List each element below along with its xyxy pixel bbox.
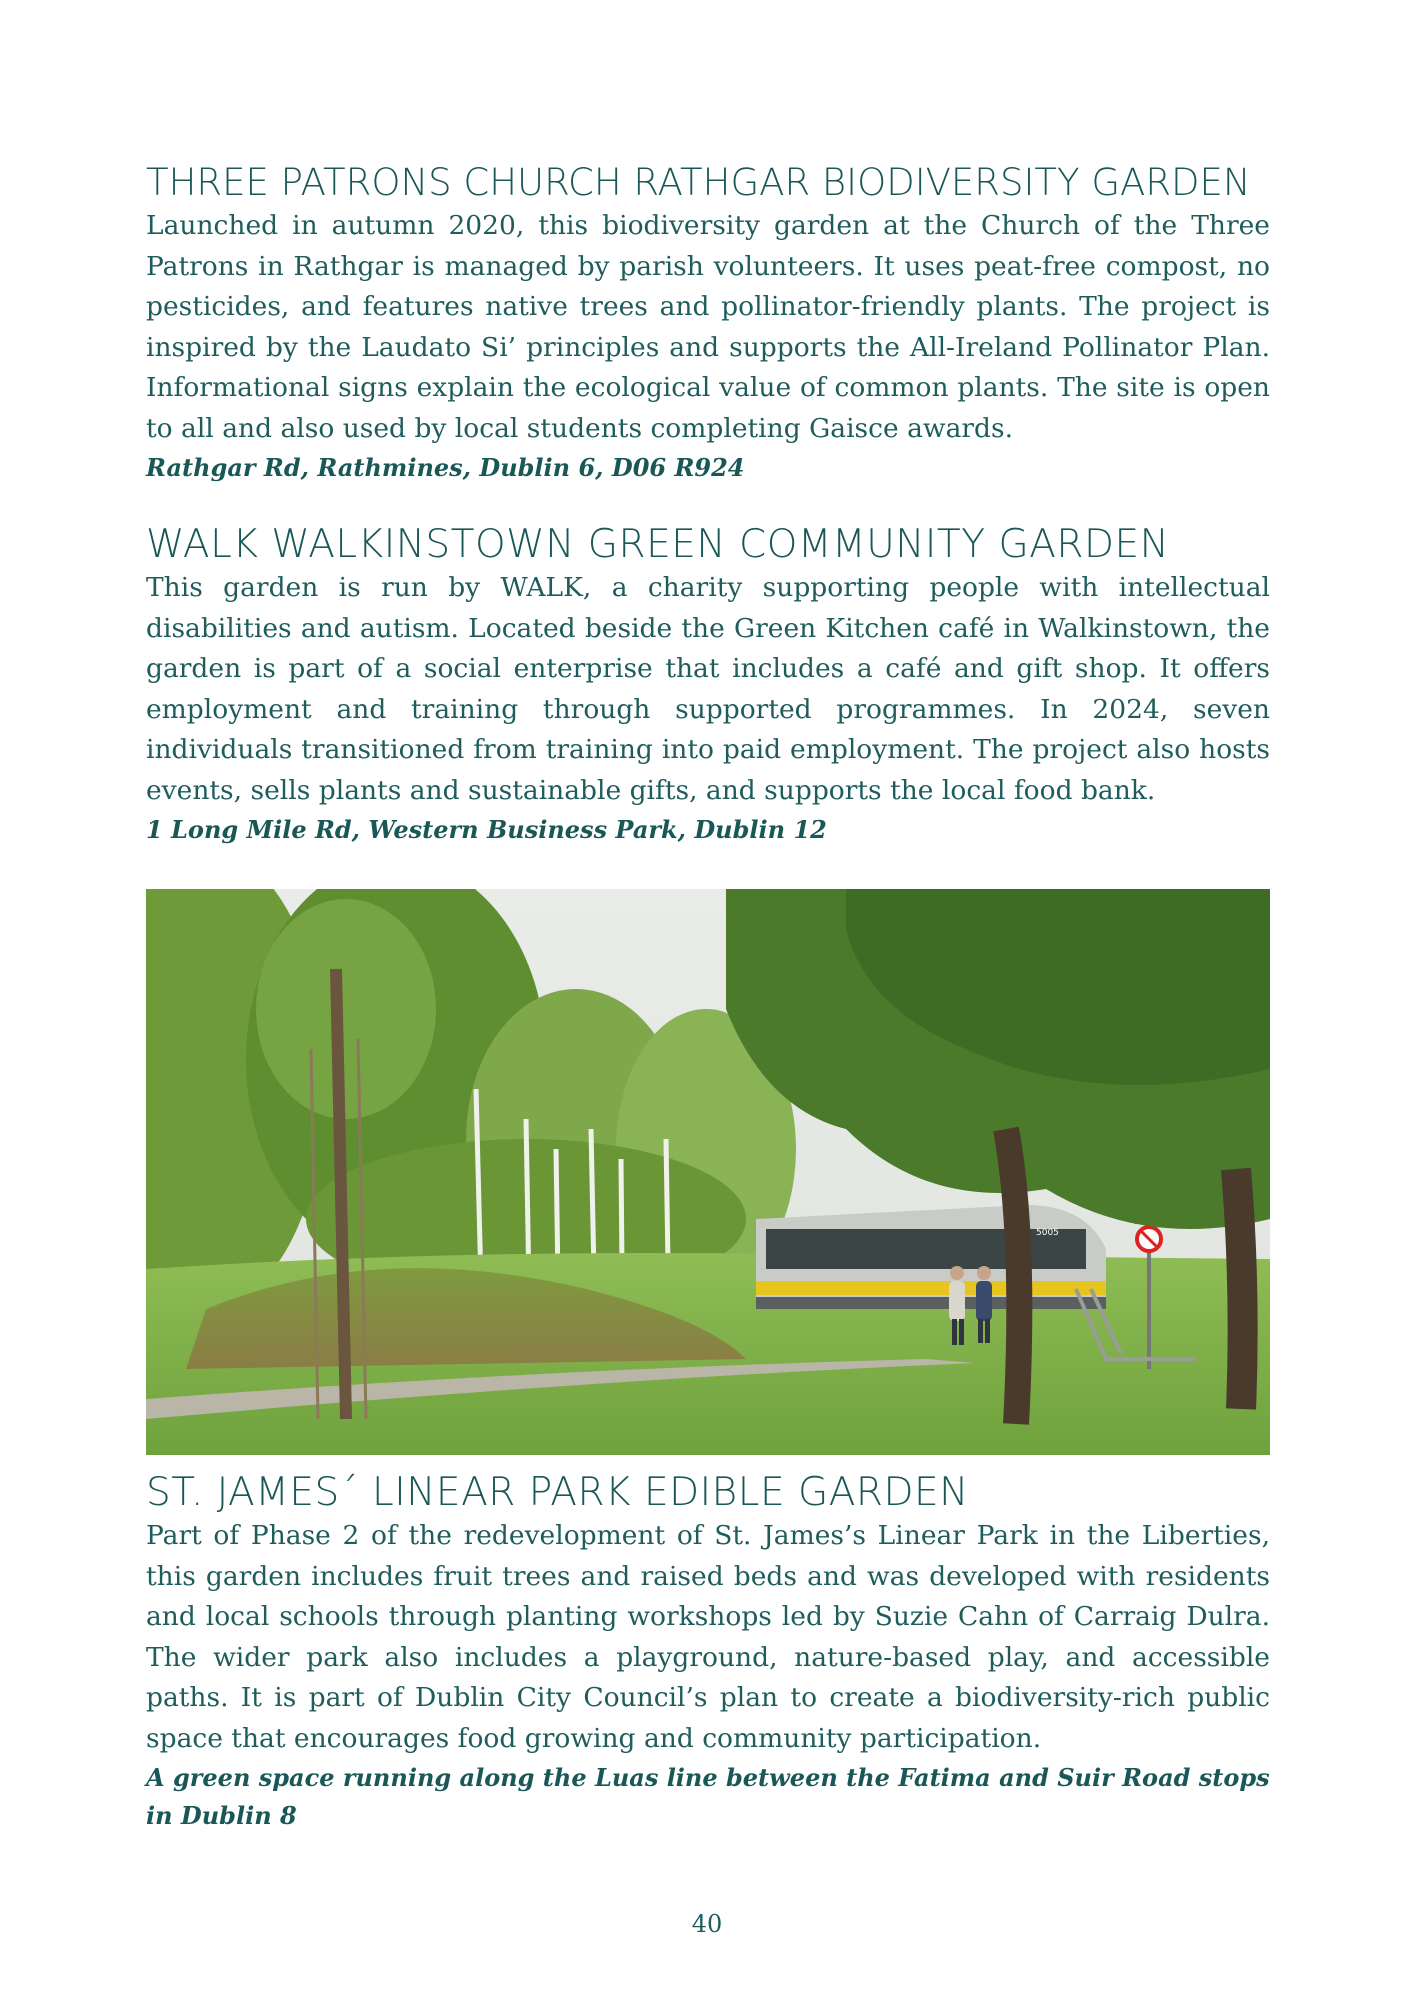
section-body: This garden is run by WALK, a charity supporting people with intellectual disabilities and autism. Located beside the Green Kitchen café in Walkinstown, the garden is part of a social enterprise that includes a café and gift shop. It offers employment and training through supported programmes. In 2024, seven individuals transitioned from training into paid employment. The project also hosts events, sells plants and sustainable gifts, and supports the local food bank. bbox=[146, 572, 1270, 806]
park-photo bbox=[146, 889, 1270, 1455]
section-title: THREE PATRONS CHURCH RATHGAR BIODIVERSITY GARDEN bbox=[146, 161, 1251, 204]
section-three-patrons bbox=[146, 160, 1270, 487]
section-address: Rathgar Rd, Rathmines, Dublin 6, D06 R924 bbox=[146, 453, 745, 482]
section-walk-walkinstown bbox=[146, 522, 1270, 849]
section-title: ST. JAMES´ LINEAR PARK EDIBLE GARDEN bbox=[146, 1470, 969, 1515]
section-address: 1 Long Mile Rd, Western Business Park, Dublin 12 bbox=[146, 815, 827, 844]
section-body: Launched in autumn 2020, this biodiversity garden at the Church of the Three Patrons in Rathgar is managed by parish volunteers. It uses peat-free compost, no pesticides, and features native trees and pollinator-friendly plants. The project is inspired by the Laudato Si’ principles and supports the All-Ireland Pollinator Plan. Informational signs explain the ecological value of common plants. The site is open to all and also used by local students completing Gaisce awards. bbox=[146, 210, 1270, 444]
section-body: Part of Phase 2 of the redevelopment of St. James’s Linear Park in the Liberties, this garden includes fruit trees and raised beds and was developed with residents and local schools through planting workshops led by Suzie Cahn of Carraig Dulra. The wider park also includes a playground, nature-based play, and accessible paths. It is part of Dublin City Council’s plan to create a biodiversity-rich public space that encourages food growing and community participation. bbox=[146, 1520, 1270, 1754]
tram bbox=[756, 1205, 1106, 1309]
section-st-james-linear-park bbox=[146, 1470, 1270, 1835]
section-title: WALK WALKINSTOWN GREEN COMMUNITY GARDEN bbox=[146, 522, 1170, 567]
tram-number: 5005 bbox=[1036, 1228, 1059, 1238]
section-address: A green space running along the Luas line between the Fatima and Suir Road stops in Dublin 8 bbox=[146, 1763, 1270, 1830]
page-number: 40 bbox=[691, 1910, 723, 1938]
